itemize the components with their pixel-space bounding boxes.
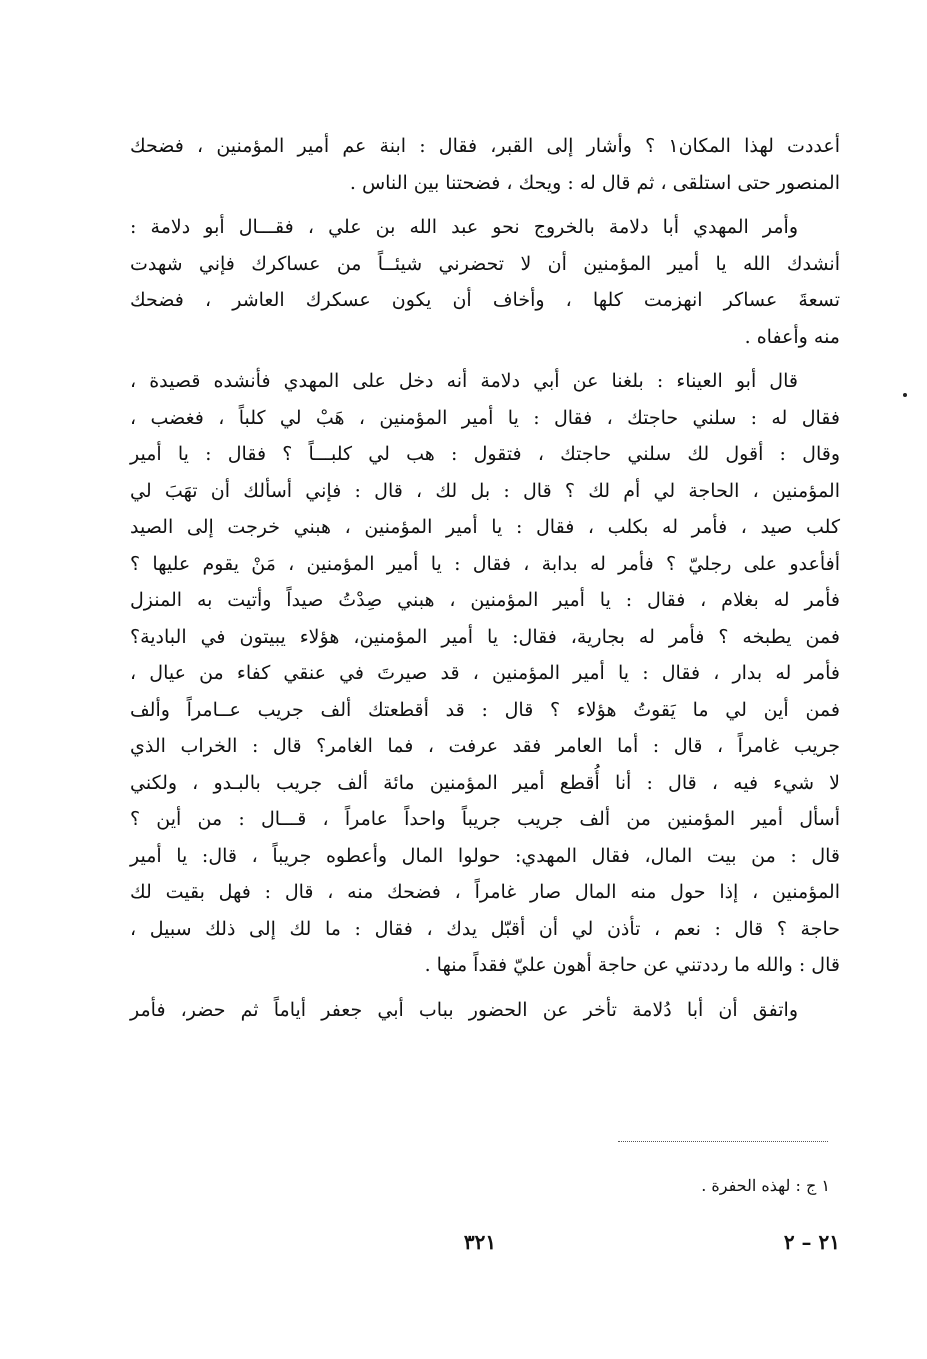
text-line: المنصور حتى استلقى ، ثم قال له : ويحك ، فضحتنا بين الناس . [349, 171, 840, 194]
footnote: ١ ج : لهذه الحفرة . [701, 1176, 830, 1195]
paragraph-2 [130, 209, 840, 355]
text-line: منه وأعفاه . [744, 325, 840, 348]
text-line: فقال له : سلني حاجتك ، فقال : يا أمير المؤمنين ، هَبْ لي كلباً ، فغضب ، [130, 406, 840, 429]
text-line: فأمر له بغلام ، فقال : يا أمير المؤمنين ، هبني صِدْتُ صيداً وأتيت به المنزل [130, 589, 840, 611]
paragraph-3 [130, 363, 840, 984]
text-line: وأمر المهدي أبا دلامة بالخروج نحو عبد الله بن علي ، فقـــال أبو دلامة : [130, 216, 798, 238]
text-line: قال : من بيت المال، فقال المهدي: حولوا المال وأعطوه جريباً ، قال: يا أمير [130, 844, 840, 867]
text-line: فأمر له بدار ، فقال : يا أمير المؤمنين ، قد صيرتَ في عنقي كفاء من عيال ، [130, 662, 840, 684]
text-line: أسأل أمير المؤمنين من ألف جريب جريباً واحداً عامراً ، قـــال : من أين ؟ [130, 808, 840, 830]
text-line: أنشدك الله يا أمير المؤمنين أن لا تحضرني شيئــاً من عساكرك فإني شهدت [130, 252, 840, 275]
text-line: المؤمنين ، الحاجة لي أم لك ؟ قال : بل لك ، قال : فإني أسألك أن تهَبَ لي [130, 479, 840, 502]
text-line: قال أبو العيناء : بلغنا عن أبي دلامة أنه دخل على المهدي فأنشده قصيدة ، [130, 370, 798, 392]
text-line: تسعةَ عساكر انهزمت كلها ، وأخاف أن يكون عسكرك العاشر ، فضحك [130, 289, 840, 311]
scan-speck [903, 393, 907, 397]
text-line: فمن يطبخه ؟ فأمر له بجارية، فقال: يا أمير المؤمنين، هؤلاء يبيتون في البادية؟ [130, 625, 840, 648]
text-line: وقال : أقول لك سلني حاجتك ، فتقول : هب لي كلبـــاً ؟ فقال : يا أمير [130, 443, 840, 465]
page-number: ٣٢١ [463, 1230, 497, 1254]
text-line: لا شيء فيه ، قال : أنا أُقطع أمير المؤمنين مائة ألف جريب بالبـدو ، ولكني [130, 771, 840, 794]
text-line: واتفق أن أبا دُلامة تأخر عن الحضور بباب أبي جعفر أياماً ثم حضر، فأمر [130, 998, 798, 1021]
text-line: أفأعدو على رجليّ ؟ فأمر له بدابة ، فقال : يا أمير المؤمنين ، مَنْ يقوم عليها ؟ [130, 552, 840, 575]
footnote-divider [618, 1141, 828, 1142]
text-line: أعددت لهذا المكان١ ؟ وأشار إلى القبر، فقال : ابنة عم أمير المؤمنين ، فضحك [130, 135, 840, 157]
paragraph-1 [130, 128, 840, 201]
text-line: كلب صيد ، فأمر له بكلب ، فقال : يا أمير المؤمنين ، هبني خرجت إلى الصيد [130, 516, 840, 538]
text-line: فمن أين لي ما يَقوتُ هؤلاء ؟ قال : قد أقطعتك ألف جريب عــامراً وألف [130, 698, 840, 721]
paragraph-4 [130, 992, 840, 1029]
text-line: حاجة ؟ قال : نعم ، تأذن لي أن أقبّل يدك ، فقال : ما لك إلى ذلك سبيل ، [130, 917, 840, 940]
main-text [130, 128, 840, 1028]
text-line: قال : والله ما رددتني عن حاجة أهون عليّ فقداً منها . [424, 954, 840, 976]
printer-signature: ٢١ – ٢ [783, 1230, 840, 1254]
text-line: جريب غامراً ، قال : أما العامر فقد عرفت ، فما الغامر؟ قال : الخراب الذي [130, 735, 840, 757]
text-line: المؤمنين ، إذا حول منه المال صار غامراً ، فضحك منه ، قال : فهل بقيت لك [130, 881, 840, 903]
